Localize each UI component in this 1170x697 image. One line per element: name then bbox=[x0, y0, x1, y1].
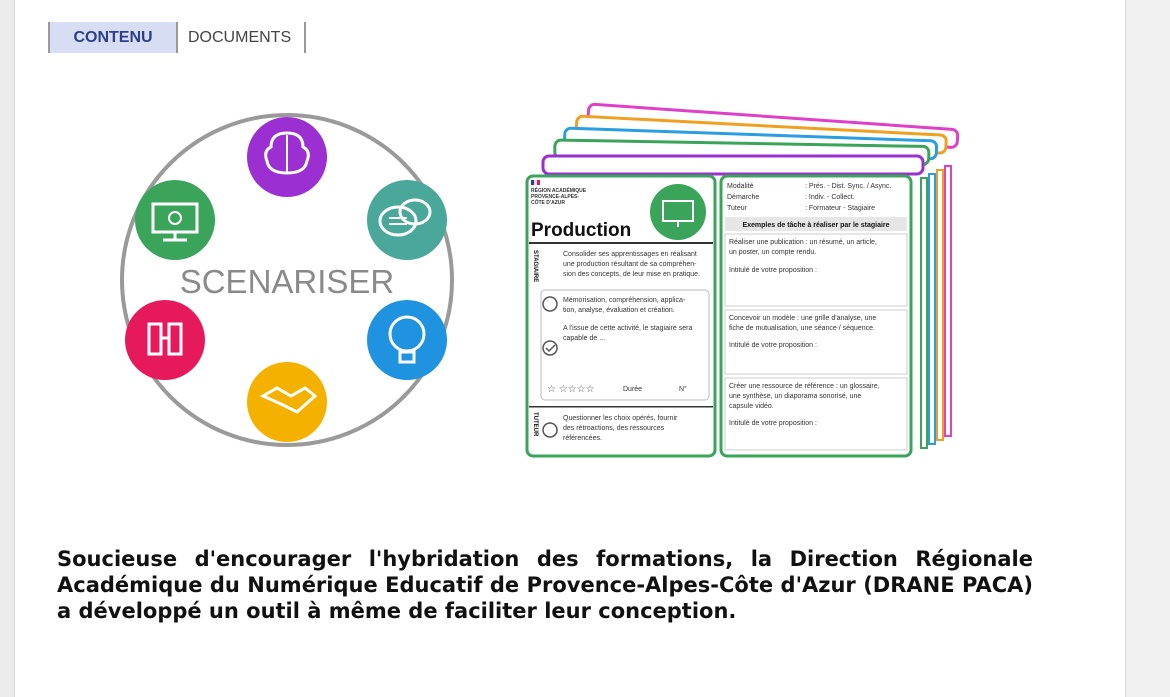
card-stagiaire-text-3: sion des concepts, de leur mise en pratique. bbox=[563, 271, 700, 278]
illustration-svg bbox=[15, 90, 1125, 470]
card-tuteur-label: TUTEUR bbox=[532, 412, 538, 437]
card-title: Production bbox=[531, 220, 632, 241]
card-monitor-gear-icon bbox=[650, 184, 706, 240]
card-modalite-value: : Prés. - Dist. Sync. / Async. bbox=[805, 183, 892, 190]
card-proposition-3: Intitulé de votre proposition : bbox=[729, 420, 817, 427]
card-demarche-label: Démarche bbox=[727, 194, 760, 201]
card-org-line1: RÉGION ACADÉMIQUE bbox=[531, 188, 587, 194]
right-scroll-area bbox=[1125, 0, 1170, 697]
card-tuteur-row-label: Tuteur bbox=[727, 205, 747, 212]
card-stagiaire-text: Consolider ses apprentissages en réalisant bbox=[563, 251, 697, 258]
brain-icon bbox=[247, 117, 327, 197]
card-example-1: Réaliser une publication : un résumé, un article, bbox=[729, 239, 877, 246]
tab-contenu[interactable]: CONTENU bbox=[48, 22, 178, 53]
card-tuteur-text-2: des rétroactions, des ressources bbox=[563, 425, 665, 432]
card-modalite-label: Modalité bbox=[727, 183, 754, 190]
card-skills: Mémorisation, compréhension, applica- bbox=[563, 297, 686, 304]
card-front-right bbox=[721, 176, 911, 456]
card-org-line3: CÔTE D'AZUR bbox=[531, 200, 565, 206]
scenariser-title: SCENARISER bbox=[179, 263, 395, 300]
card-duree: Durée bbox=[623, 386, 643, 393]
monitor-gear-icon bbox=[135, 180, 215, 260]
card-stagiaire-label: STAGIAIRE bbox=[532, 250, 538, 283]
card-example-1-2: un poster, un compte rendu. bbox=[729, 249, 817, 256]
card-proposition-2: Intitulé de votre proposition : bbox=[729, 342, 817, 349]
card-example-3-2: une synthèse, un diaporama sonorisé, une bbox=[729, 393, 862, 400]
card-outcome-2: capable de ... bbox=[563, 335, 606, 342]
hero-illustration bbox=[15, 90, 1125, 470]
card-examples-heading: Exemples de tâche à réaliser par le stagiaire bbox=[742, 222, 890, 229]
scenariser-figure bbox=[122, 115, 452, 445]
binoculars-icon bbox=[125, 300, 205, 380]
card-tuteur-row-value: : Formateur - Stagiaire bbox=[805, 205, 876, 212]
card-example-2: Concevoir un modèle : une grille d'analyse, une bbox=[729, 315, 877, 322]
card-numero: N° bbox=[679, 386, 687, 393]
tab-documents[interactable]: DOCUMENTS bbox=[178, 22, 306, 53]
card-example-2-2: fiche de mutualisation, une séance / séquence. bbox=[729, 325, 875, 332]
card-org-line2: PROVENCE-ALPES- bbox=[531, 194, 580, 200]
handshake-icon bbox=[247, 362, 327, 442]
card-demarche-value: : Indiv. - Collect. bbox=[805, 194, 855, 201]
card-stagiaire-text-2: une production résultant de sa compréhen- bbox=[563, 261, 697, 268]
stars-rating: ☆ ☆☆☆☆ bbox=[547, 384, 595, 395]
card-skills-2: tion, analyse, évaluation et création. bbox=[563, 307, 675, 314]
card-front-left bbox=[527, 176, 715, 456]
card-tuteur-text: Questionner les choix opérés, fournir bbox=[563, 415, 678, 422]
lightbulb-brain-icon bbox=[367, 300, 447, 380]
card-proposition-1: Intitulé de votre proposition : bbox=[729, 267, 817, 274]
tab-bar bbox=[48, 22, 306, 53]
card-example-3: Créer une ressource de référence : un glossaire, bbox=[729, 383, 880, 390]
speech-bubbles-icon bbox=[367, 180, 447, 260]
card-example-3-3: capsule vidéo. bbox=[729, 403, 774, 410]
content-page bbox=[14, 0, 1126, 697]
intro-paragraph: Soucieuse d'encourager l'hybridation des formations, la Direction Régionale Académique du Numérique Educatif de Provence-Alpes-Côte d'Azur (DRANE PACA) a développé un outil à même de faciliter leur conception. bbox=[57, 547, 1033, 623]
card-tuteur-text-3: référencées. bbox=[563, 435, 602, 442]
card-outcome: A l'issue de cette activité, le stagiaire sera bbox=[563, 325, 693, 332]
